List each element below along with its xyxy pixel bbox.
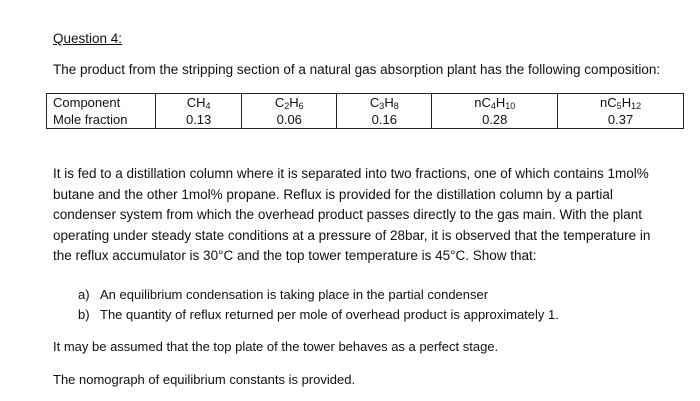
component-c3h8: $C_3H_8$ xyxy=(337,94,432,112)
fraction-c2h6: 0.06 xyxy=(242,111,337,129)
component-nc5h12: $nC_5H_{12}$ xyxy=(558,94,684,112)
component-ch4: $CH_4$ xyxy=(156,94,242,112)
part-b xyxy=(78,305,559,325)
question-heading: Question 4: xyxy=(53,31,123,46)
composition-table xyxy=(46,93,684,129)
component-row xyxy=(47,94,684,112)
nomograph-note: The nomograph of equilibrium constants is provided. xyxy=(53,372,356,387)
question-intro: The product from the stripping section of a natural gas absorption plant has the following composition: xyxy=(53,62,661,77)
fraction-nc5h12: 0.37 xyxy=(558,111,684,129)
description-line: It is fed to a distillation column where it is separated into two fractions, one of which contains 1mol% xyxy=(53,166,649,181)
fraction-nc4h10: 0.28 xyxy=(432,111,558,129)
part-marker: b) xyxy=(78,307,90,322)
part-text: The quantity of reflux returned per mole of overhead product is approximately 1. xyxy=(100,307,559,322)
description-line: the reflux accumulator is 30°C and the top tower temperature is 45°C. Show that: xyxy=(53,248,537,263)
description-line: condenser system from which the overhead product passes directly to the gas main. With the plant xyxy=(53,207,643,222)
component-nc4h10: $nC_4H_{10}$ xyxy=(432,94,558,112)
part-text: An equilibrium condensation is taking place in the partial condenser xyxy=(100,287,489,302)
component-c2h6: $C_2H_6$ xyxy=(242,94,337,112)
component-label: Component xyxy=(47,94,156,112)
description-line: operating under steady state conditions at a pressure of 28bar, it is observed that the temperature in xyxy=(53,227,651,243)
problem-description xyxy=(53,164,679,267)
fraction-ch4: 0.13 xyxy=(156,111,242,129)
fraction-c3h8: 0.16 xyxy=(337,111,432,129)
mole-fraction-row xyxy=(47,111,684,129)
part-marker: a) xyxy=(78,287,90,302)
question-parts xyxy=(78,285,559,325)
description-line: butane and the other 1mol% propane. Reflux is provided for the distillation column by a partial xyxy=(53,186,613,202)
assumption-note: It may be assumed that the top plate of the tower behaves as a perfect stage. xyxy=(53,339,499,354)
mole-fraction-label: Mole fraction xyxy=(47,111,156,129)
part-a xyxy=(78,285,559,305)
